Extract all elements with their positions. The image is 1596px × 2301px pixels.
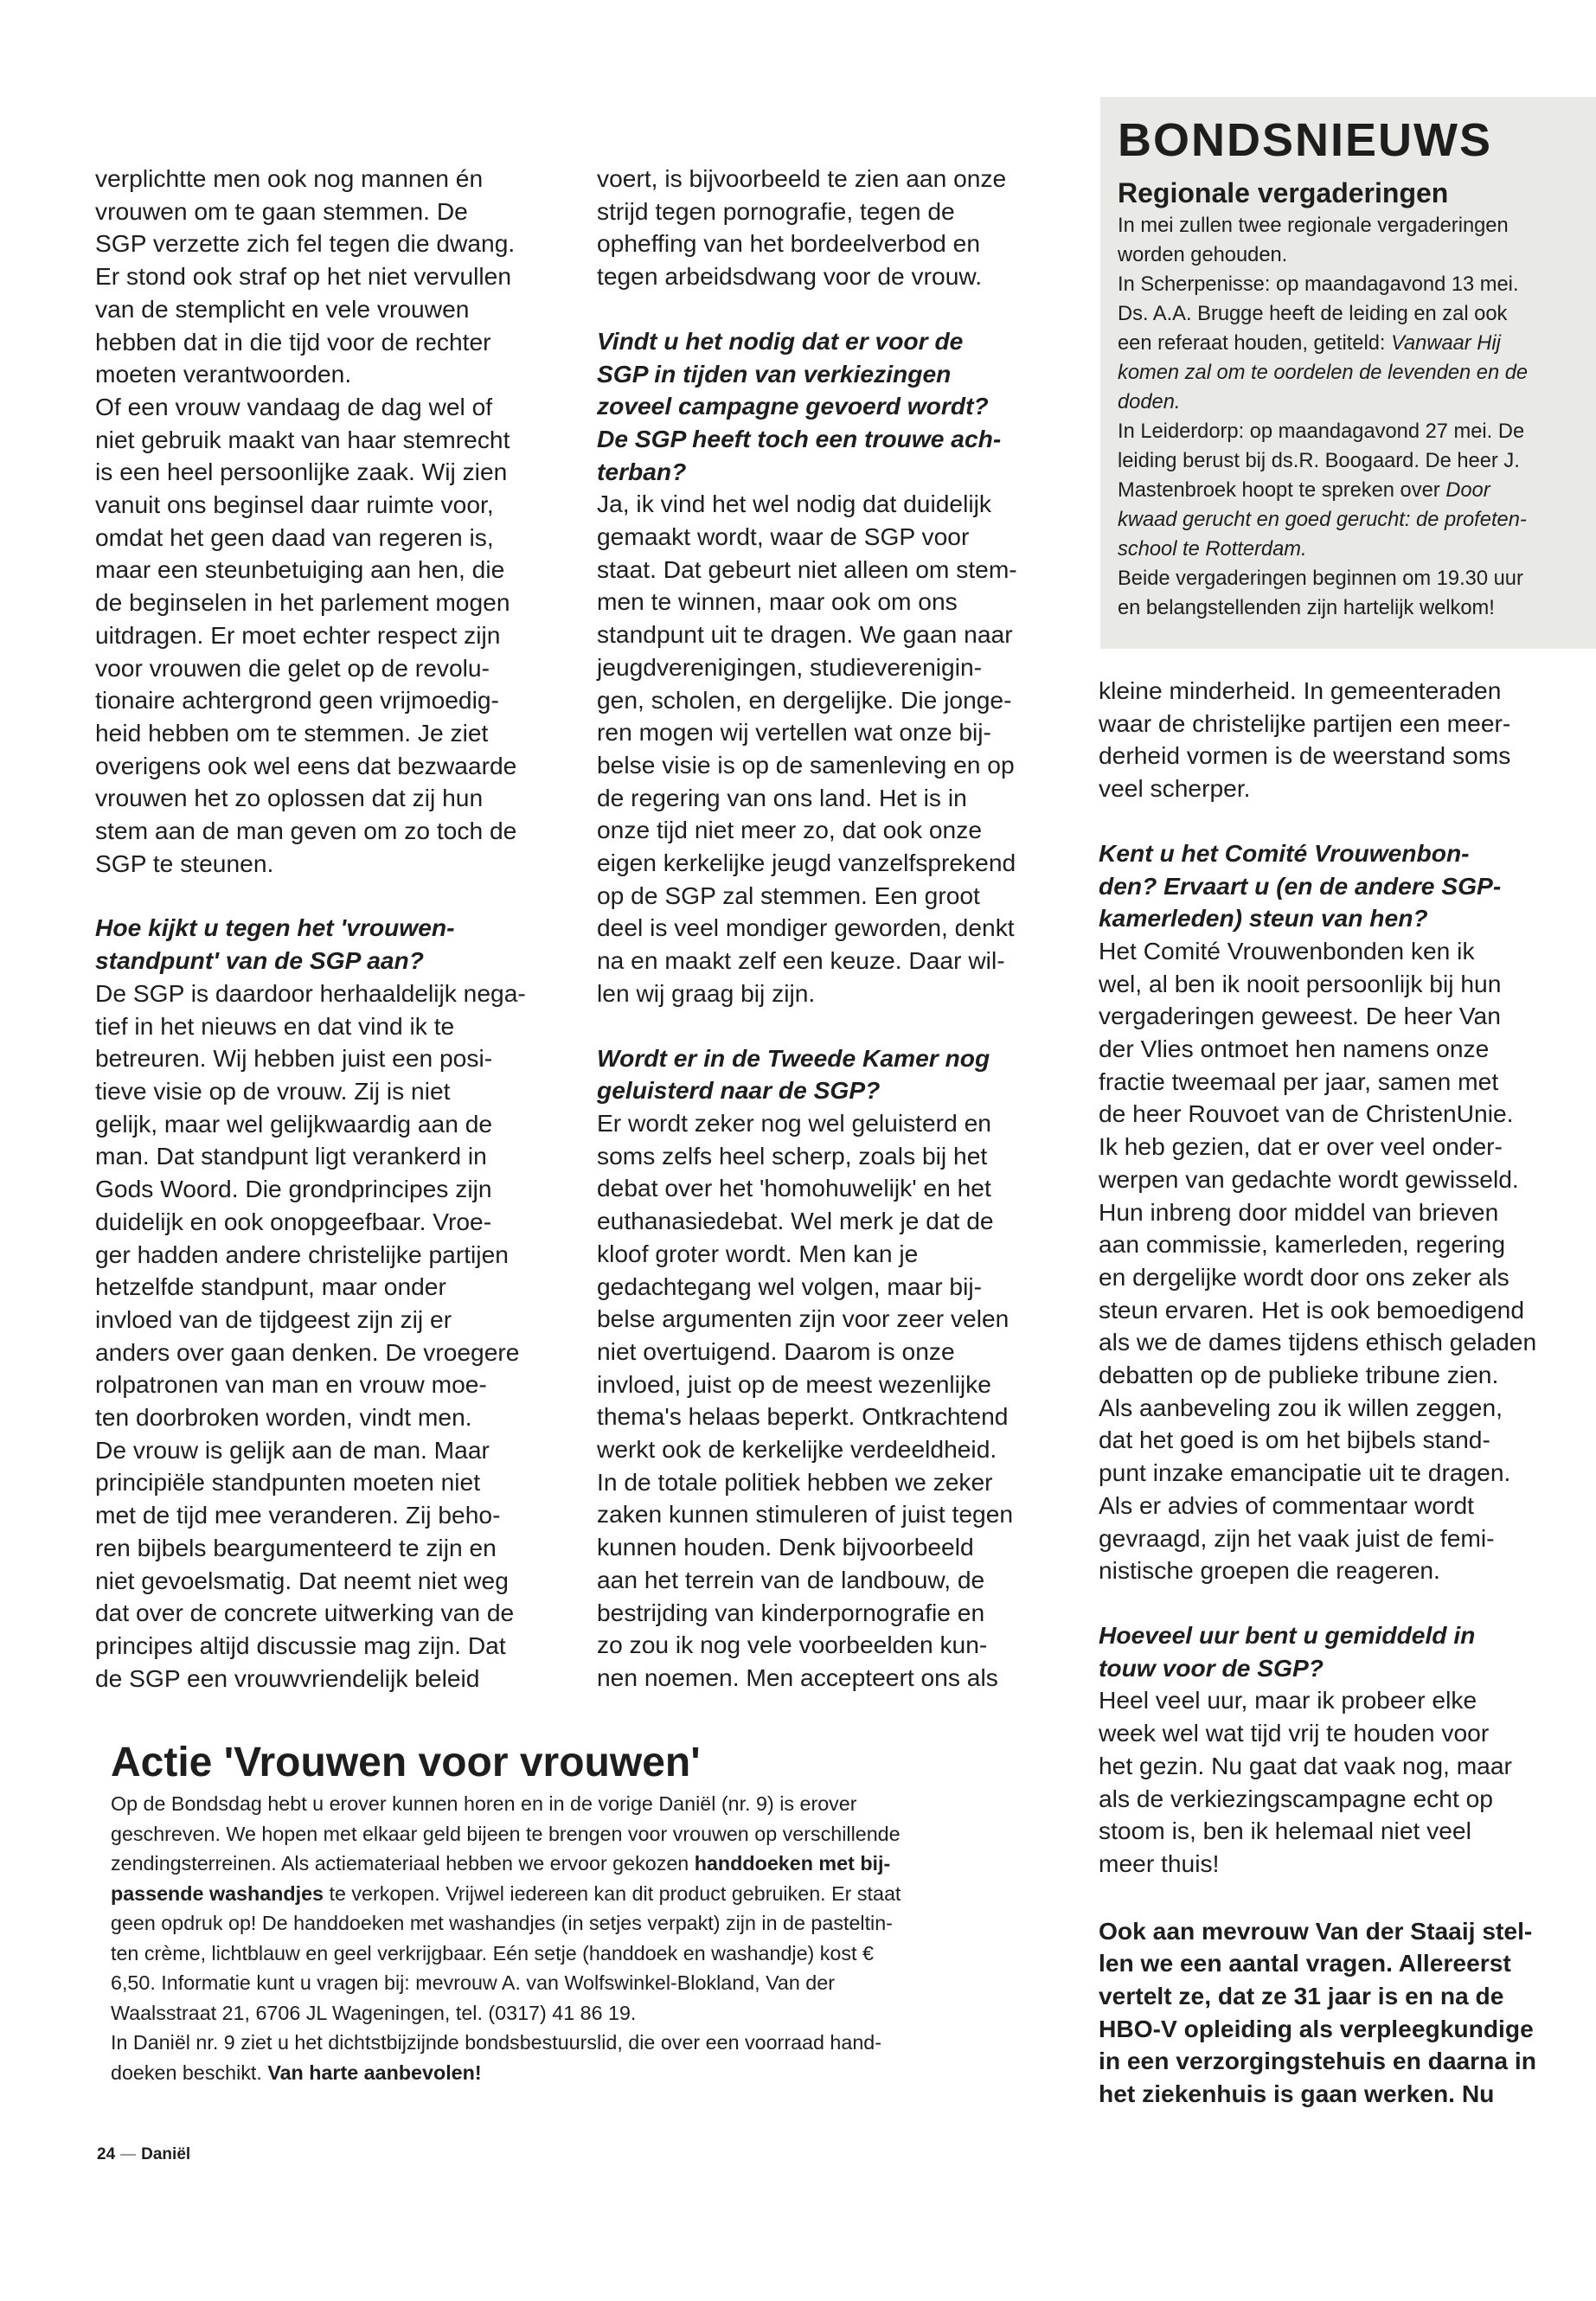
actie-text-part: Op de Bondsdag hebt u erover kunnen horen en in de vorige Daniël (nr. 9) is erover geschreven. We hopen met elkaar geld bijeen te brengen voor vrouwen op verschillende zendingsterreinen. Als actiemateriaal hebben we ervoor gekozen [111, 1792, 901, 1875]
actie-text [111, 1789, 1062, 2087]
actie-block [111, 1737, 1062, 2087]
footer-separator [120, 2154, 136, 2156]
interview-question: Hoe kijkt u tegen het 'vrouwen- standpunt' van de SGP aan? [95, 913, 455, 975]
article-column-1 [95, 163, 545, 1695]
page-number: 24 [97, 2145, 116, 2163]
interview-question: Wordt er in de Tweede Kamer nog geluisterd naar de SGP? [597, 1043, 990, 1105]
page-footer [97, 2145, 190, 2164]
bondsnieuws-intro: In mei zullen twee regionale vergaderingen worden gehouden. [1118, 215, 1509, 266]
paragraph: Heel veel uur, maar ik probeer elke week wel wat tijd vrij te houden voor het gezin. Nu gaat dat vaak nog, maar als de verkiezingscampagne echt op stoom is, ben ik helemaal niet veel meer thuis! [1099, 1686, 1512, 1877]
actie-recommendation: Van harte aanbevolen! [267, 2061, 482, 2084]
paragraph: verplichtte men ook nog mannen én vrouwen om te gaan stemmen. De SGP verzette zich fel tegen die dwang. Er stond ook straf op het niet vervullen van de stemplicht en vele vrouwen hebben dat in die tijd voor de rechter moeten verantwoorden. [95, 164, 516, 388]
interview-question: Vindt u het nodig dat er voor de SGP in tijden van verkiezingen zoveel campagne gevoerd wordt? De SGP heeft toch een trouwe ach- terban? [597, 326, 1002, 485]
bondsnieuws-subtitle: Regionale vergaderingen [1118, 177, 1449, 208]
bondsnieuws-title: BONDSNIEUWS [1118, 114, 1493, 166]
paragraph: Er wordt zeker nog wel geluisterd en soms zelfs heel scherp, zoals bij het debat over het 'homohuwelijk' en het euthanasiedebat. Wel merk je dat de kloof groter wordt. Men kan je gedachtegang wel volgen, maar bij- belse argumenten zijn voor zeer velen niet overtuigend. Daarom is onze invloed, juist op de meest wezenlijke thema's helaas beperkt. Ontkrachtend werkt ook de kerkelijke verdeeldheid. In de totale politiek hebben we zeker zaken kunnen stimuleren of juist tegen kunnen houden. Denk bijvoorbeeld aan het terrein van de landbouw, de bestrijding van kinderpornografie en zo zou ik nog vele voorbeelden kun- nen noemen. Men accepteert ons als [597, 1108, 1014, 1691]
bondsnieuws-box [1100, 97, 1596, 649]
paragraph: Ja, ik vind het wel nodig dat duidelijk gemaakt wordt, waar de SGP voor staat. Dat gebeurt niet alleen om stem- men te winnen, maar ook om ons standpunt uit te dragen. We gaan naar jeugdverenigingen, studieverenigin- gen, scholen, en dergelijke. Die jonge- ren mogen wij vertellen wat onze bij- belse visie is op de samenleving en op de regering van ons land. Het is in onze tijd niet meer zo, dat ook onze eigen kerkelijke jeugd vanzelfsprekend op de SGP zal stemmen. Een groot deel is veel mondiger geworden, denkt na en maakt zelf een keuze. Daar wil- len wij graag bij zijn. [597, 490, 1017, 1007]
meeting-leiderdorp: In Leiderdorp: op maandagavond 27 mei. De leiding berust bij ds.R. Boogaard. De heer J. Mastenbroek hoopt te spreken over [1118, 420, 1525, 502]
paragraph: Of een vrouw vandaag de dag wel of niet gebruik maakt van haar stemrecht is een heel persoonlijke zaak. Wij zien vanuit ons beginsel daar ruimte voor, omdat het geen daad van regeren is, maar een steunbetuiging aan hen, die de beginselen in het parlement mogen uitdragen. Er moet echter respect zijn voor vrouwen die gelet op de revolu- tionaire achtergrond geen vrijmoedig- heid hebben om te stemmen. Je ziet overigens ook wel eens dat bezwaarde vrouwen het zo oplossen dat zij hun stem aan de man geven om zo toch de SGP te steunen. [95, 392, 517, 877]
closing-paragraph: Ook aan mevrouw Van der Staaij stel- len we een aantal vragen. Allereerst vertelt ze, dat ze 31 jaar is en na de HBO-V opleiding als verpleegkundige in een verzorgingstehuis en daarna in het ziekenhuis is gaan werken. Nu [1099, 1916, 1536, 2108]
paragraph: De SGP is daardoor herhaaldelijk nega- tief in het nieuws en dat vind ik te betreuren. Wij hebben juist een posi- tieve visie op de vrouw. Zij is niet gelijk, maar wel gelijkwaardig aan de man. Dat standpunt ligt verankerd in Gods Woord. Die grondprincipes zijn duidelijk en ook onopgeefbaar. Vroe- ger hadden andere christelijke partijen hetzelfde standpunt, maar onder invloed van de tijdgeest zijn zij er anders over gaan denken. De vroegere rolpatronen van man en vrouw moe- ten doorbroken worden, vindt men. De vrouw is gelijk aan de man. Maar principiële standpunten moeten niet met de tijd mee veranderen. Zij beho- ren bijbels beargumenteerd te zijn en niet gevoelsmatig. Dat neemt niet weg dat over de concrete uitwerking van de principes altijd discussie mag zijn. Dat de SGP een vrouwvriendelijk beleid [95, 978, 526, 1692]
interview-question: Kent u het Comité Vrouwenbon- den? Ervaart u (en de andere SGP- kamerleden) steun van hen? [1099, 838, 1502, 933]
actie-title: Actie 'Vrouwen voor vrouwen' [111, 1740, 701, 1785]
meeting-time-note: Beide vergaderingen beginnen om 19.30 uur en belangstellenden zijn hartelijk welkom! [1118, 567, 1523, 619]
magazine-name: Daniël [141, 2145, 191, 2163]
meeting-scherpenisse: In Scherpenisse: op maandagavond 13 mei. Ds. A.A. Brugge heeft de leiding en zal ook een referaat houden, getiteld: [1118, 273, 1519, 355]
actie-text-part: te verkopen. Vrijwel iedereen kan dit product gebruiken. Er staat geen opdruk op! De handdoeken met washandjes (in setjes verpakt) zijn in de pasteltin- ten crème, lichtblauw en geel verkrijgbaar. Eén setje (handdoek en washandje) kost € 6,50. Informatie kunt u vragen bij: mevrouw A. van Wolfswinkel-Blokland, Van der Waalsstraat 21, 6706 JL Wageningen, tel. (0317) 41 86 19. In Daniël nr. 9 ziet u het dichtstbijzijnde bondsbestuurslid, die over een voorraad hand- doeken beschikt. [111, 1881, 901, 2084]
meeting-scherpenisse-topic: Vanwaar Hij komen zal om te oordelen de levenden en de doden. [1118, 332, 1529, 413]
actie-product: handdoeken met bij- passende washandjes [111, 1852, 891, 1905]
paragraph: voert, is bijvoorbeeld te zien aan onze strijd tegen pornografie, tegen de opheffing van het bordeelverbod en tegen arbeidsdwang voor de vrouw. [597, 164, 1007, 291]
meeting-leiderdorp-topic: Door kwaad gerucht en goed gerucht: de profeten- school te Rotterdam. [1118, 479, 1527, 561]
interview-question: Hoeveel uur bent u gemiddeld in touw voor de SGP? [1099, 1620, 1476, 1682]
article-column-3 [1099, 675, 1557, 2111]
bondsnieuws-text [1118, 211, 1579, 623]
article-column-2 [597, 163, 1051, 1695]
paragraph: kleine minderheid. In gemeenteraden waar de christelijke partijen een meer- derheid vormen is de weerstand soms veel scherper. [1099, 676, 1511, 803]
paragraph: Het Comité Vrouwenbonden ken ik wel, al ben ik nooit persoonlijk bij hun vergaderingen geweest. De heer Van der Vlies ontmoet hen namens onze fractie tweemaal per jaar, samen met de heer Rouvoet van de ChristenUnie. Ik heb gezien, dat er over veel onder- werpen van gedachte wordt gewisseld. Hun inbreng door middel van brieven aan commissie, kamerleden, regering en dergelijke wordt door ons zeker als steun ervaren. Het is ook bemoedigend als we de dames tijdens ethisch geladen debatten op de publieke tribune zien. Als aanbeveling zou ik willen zeggen, dat het goed is om het bijbels stand- punt inzake emancipatie uit te dragen. Als er advies of commentaar wordt gevraagd, zijn het vaak juist de femi- nistische groepen die reageren. [1099, 936, 1537, 1585]
